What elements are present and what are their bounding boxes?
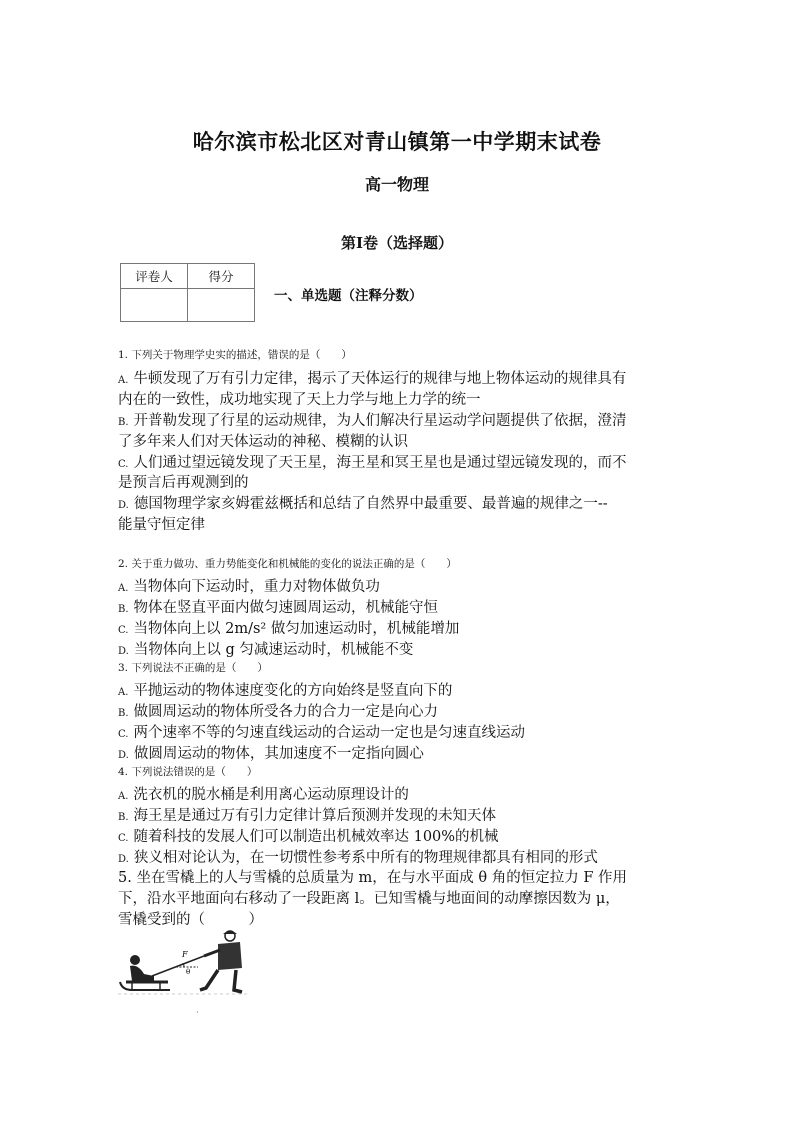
option-line (118, 846, 598, 867)
option-line (118, 700, 438, 721)
section-title: 一、单选题（注释分数） (274, 288, 423, 304)
option-text: 海王星是通过万有引力定律计算后预测并发现的未知天体 (133, 808, 497, 824)
option-text: 当物体向上以 g 匀减速运动时，机械能不变 (133, 642, 414, 658)
option-line-cont: 了多年来人们对天体运动的神秘、模糊的认识 (118, 434, 408, 450)
option-label: A. (118, 375, 129, 386)
option-text: 两个速率不等的匀速直线运动的合运动一定也是匀速直线运动 (133, 725, 525, 741)
question-stem-line: 雪橇受到的（ ） (118, 912, 263, 928)
option-text: 洗衣机的脱水桶是利用离心运动原理设计的 (133, 787, 409, 803)
option-label: B. (118, 812, 129, 823)
option-line (118, 367, 626, 388)
pull-rope (152, 956, 204, 976)
option-line (118, 492, 608, 513)
grade-table-score-header: 得分 (188, 264, 255, 289)
option-line (118, 638, 413, 659)
question-stem: 1. 下列关于物理学史实的描述，错误的是（ ） (118, 349, 352, 361)
option-text: 做圆周运动的物体所受各力的合力一定是向心力 (133, 704, 439, 720)
option-line (118, 451, 626, 472)
option-line (118, 679, 452, 700)
question-stem-line: 5. 坐在雪橇上的人与雪橇的总质量为 m，在与水平面成 θ 角的恒定拉力 F 作用 (118, 870, 628, 886)
option-label: D. (118, 500, 129, 511)
grade-table-grader-cell (121, 289, 188, 322)
grade-table-grader-header: 评卷人 (121, 264, 188, 289)
option-text: 当物体向下运动时，重力对物体做负功 (133, 579, 380, 595)
option-line-cont: 是预言后再观测到的 (118, 475, 249, 491)
option-label: C. (118, 729, 129, 740)
question-stem: 2. 关于重力做功、重力势能变化和机械能的变化的说法正确的是（ ） (118, 558, 457, 570)
question-stem: 3. 下列说法不正确的是（ ） (118, 662, 268, 674)
option-label: A. (118, 583, 129, 594)
option-line (118, 825, 499, 846)
question-stem: 4. 下列说法错误的是（ ） (118, 766, 258, 778)
option-line (118, 804, 496, 825)
option-label: A. (118, 687, 129, 698)
option-label: D. (118, 750, 129, 761)
option-text: 德国物理学家亥姆霍兹概括和总结了自然界中最重要、最普遍的规律之一-- (133, 496, 608, 512)
option-text: 随着科技的发展人们可以制造出机械效率达 100%的机械 (133, 829, 499, 845)
question-stem-line: 下，沿水平地面向右移动了一段距离 l。已知雪橇与地面间的动摩擦因数为 μ， (118, 891, 620, 907)
grade-table (120, 263, 255, 322)
option-line (118, 742, 424, 763)
option-line (118, 721, 525, 742)
rider-figure (130, 955, 154, 981)
stray-mark: · (196, 1008, 199, 1018)
option-label: D. (118, 854, 129, 865)
option-line-cont: 能量守恒定律 (118, 517, 205, 533)
option-text: 开普勒发现了行星的运动规律，为人们解决行星运动学问题提供了依据，澄清 (133, 413, 627, 429)
option-label: B. (118, 604, 129, 615)
exam-title: 哈尔滨市松北区对青山镇第一中学期末试卷 (192, 129, 602, 154)
option-line (118, 596, 438, 617)
volume-heading: 第Ⅰ卷（选择题） (340, 234, 454, 252)
option-line-cont: 内在的一致性，成功地实现了天上力学与地上力学的统一 (118, 392, 481, 408)
sled-figure (118, 930, 248, 1000)
angle-label: θ (186, 968, 191, 976)
option-text: 狭义相对论认为，在一切惯性参考系中所有的物理规律都具有相同的形式 (133, 850, 598, 866)
option-text: 牛顿发现了万有引力定律，揭示了天体运行的规律与地上物体运动的规律具有 (133, 371, 627, 387)
puller-figure (200, 931, 242, 992)
option-line (118, 575, 380, 596)
option-text: 做圆周运动的物体，其加速度不一定指向圆心 (133, 746, 424, 762)
grade-table-score-cell (188, 289, 255, 322)
option-label: A. (118, 791, 129, 802)
option-text: 平抛运动的物体速度变化的方向始终是竖直向下的 (133, 683, 453, 699)
option-text: 物体在竖直平面内做匀速圆周运动，机械能守恒 (133, 600, 439, 616)
option-label: D. (118, 646, 129, 657)
exam-subtitle: 高一物理 (364, 175, 429, 194)
force-label: F (182, 950, 188, 959)
option-text: 人们通过望远镜发现了天王星，海王星和冥王星也是通过望远镜发现的，而不 (133, 455, 627, 471)
option-line (118, 783, 409, 804)
option-label: B. (118, 708, 129, 719)
option-label: C. (118, 625, 129, 636)
option-line (118, 617, 459, 638)
option-label: C. (118, 833, 129, 844)
option-label: C. (118, 459, 129, 470)
option-label: B. (118, 417, 129, 428)
option-text: 当物体向上以 2m/s² 做匀加速运动时，机械能增加 (133, 621, 460, 637)
option-line (118, 409, 627, 430)
